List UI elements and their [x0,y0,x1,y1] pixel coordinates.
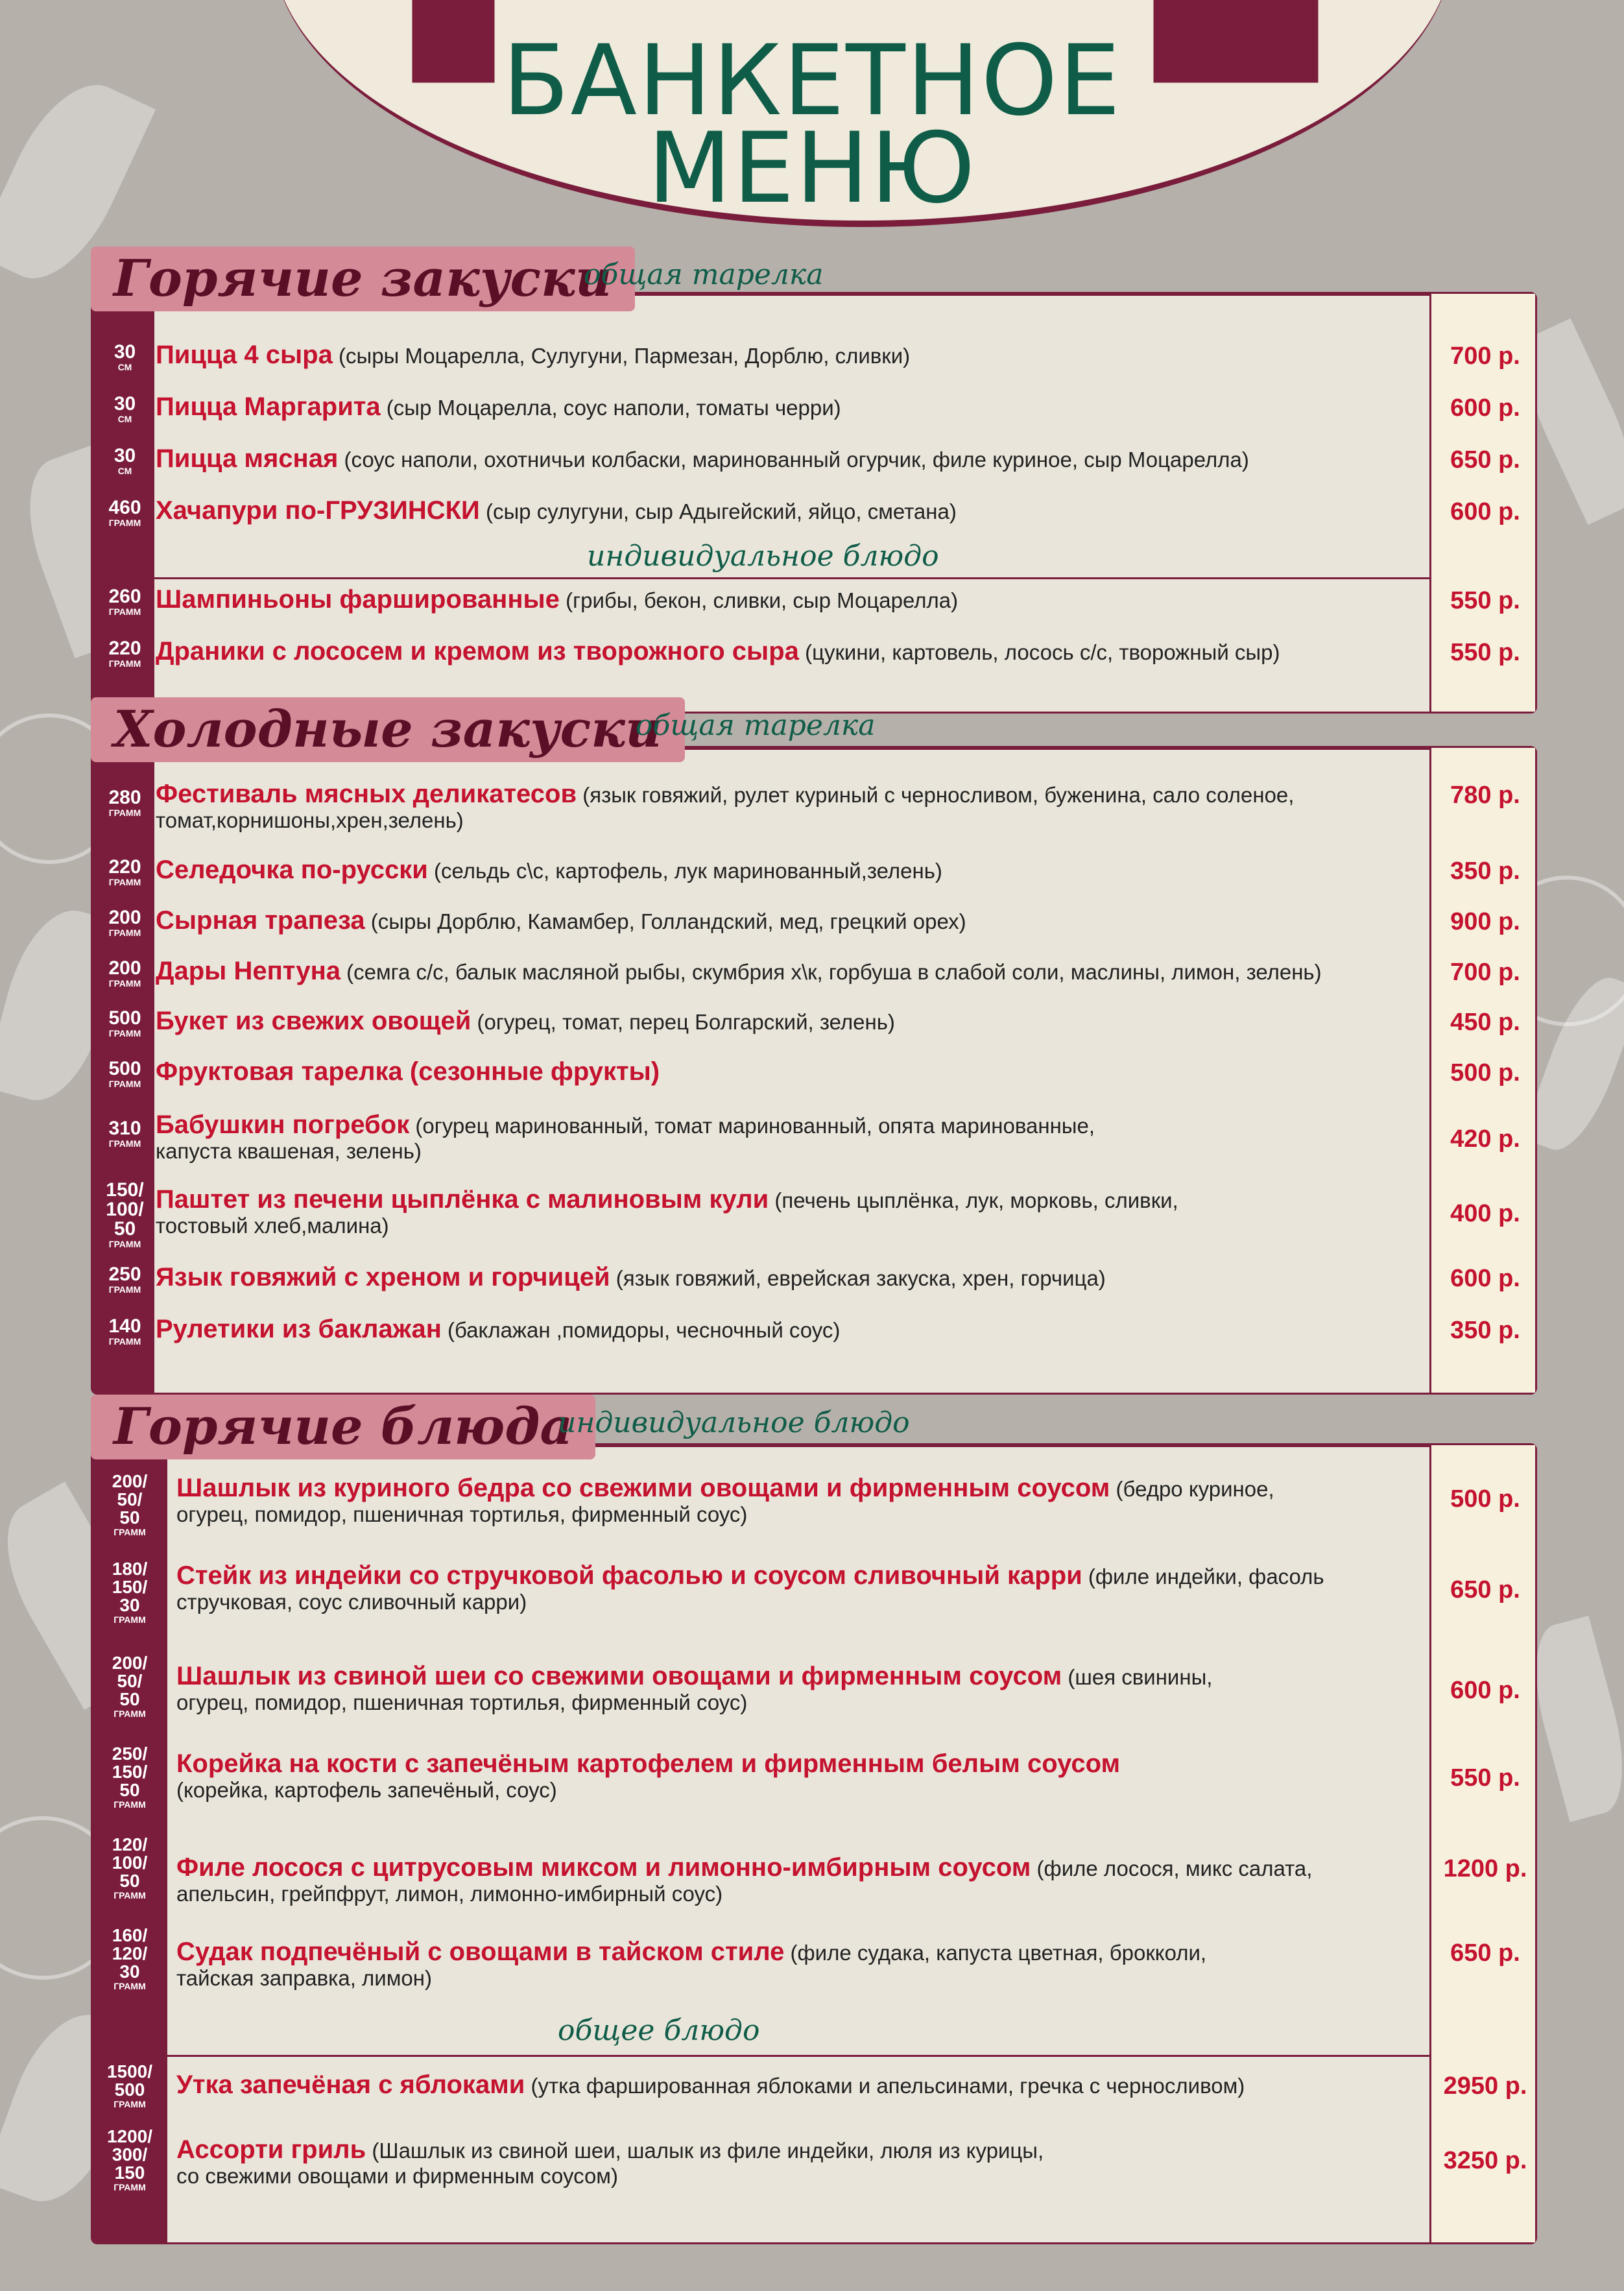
item-description-line2: со свежими овощами и фирменным соусом) [176,2164,618,2188]
item-weight: 160/ 120/ 30 ГРАММ [112,1925,148,1991]
item-weight: 200/ 50/ 50 ГРАММ [112,1471,148,1537]
menu-item [91,1654,1537,1732]
item-name: Дары Нептуна [156,957,340,985]
item-description: (грибы, бекон, сливки, сыр Моцарелла) [559,588,959,612]
item-weight: 1500/ 500 ГРАММ [106,2061,153,2109]
menu-item [91,1560,1537,1638]
item-name: Шашлык из куриного бедра со свежими овощами и фирменным соусом [176,1474,1110,1502]
section-hot-dishes [91,1395,1537,2244]
item-price: 500 р. [1450,1485,1520,1513]
menu-item [91,1836,1537,1920]
item-price: 700 р. [1450,959,1520,986]
item-weight: 180/ 150/ 30 ГРАММ [112,1559,148,1625]
item-description: (филе лосося, микс салата, [1031,1856,1313,1880]
item-price: 780 р. [1450,782,1520,809]
section-cold-appetizers [91,697,1537,1395]
item-description: (соус наполи, охотничьи колбаски, маринованный огурчик, филе куриное, сыр Моцарелла) [338,448,1249,472]
menu-item [91,1745,1537,1823]
item-price: 700 р. [1450,342,1520,370]
group-subtitle: индивидуальное блюдо [558,1406,910,1439]
item-name: Язык говяжий с хреном и горчицей [156,1263,610,1291]
item-description-line2: стручковая, соус сливочный карри) [176,1590,527,1614]
menu-item [91,1009,1537,1041]
item-weight: 30 СМ [113,341,136,372]
item-price: 550 р. [1450,639,1520,666]
group-subtitle: общая тарелка [584,258,824,291]
item-weight: 260 ГРАММ [108,586,141,617]
item-name: Букет из свежих овощей [156,1007,472,1035]
item-description: (баклажан ,помидоры, чесночный соус) [441,1318,841,1342]
menu-item [91,498,1537,531]
item-price: 900 р. [1450,908,1520,935]
item-name: Бабушкин погребок [156,1110,410,1139]
menu-title-line1: БАНКЕТНОЕ [502,25,1122,138]
menu-item [91,394,1537,427]
item-price: 600 р. [1450,1265,1520,1292]
item-price: 420 р. [1450,1125,1520,1153]
item-weight: 120/ 100/ 50 ГРАММ [112,1834,148,1901]
item-name: Сырная трапеза [156,906,365,935]
item-price: 500 р. [1450,1059,1520,1086]
item-description: (сельдь с\с, картофель, лук маринованный,зелень) [427,859,942,883]
section-title: Холодные закуски [91,697,685,762]
item-weight: 140 ГРАММ [108,1315,141,1347]
item-price: 600 р. [1450,394,1520,422]
item-description-line2: томат,корнишоны,хрен,зелень) [156,808,464,832]
item-name: Ассорти гриль [176,2135,366,2164]
item-price: 400 р. [1450,1200,1520,1227]
menu-item [91,1112,1537,1171]
item-name: Рулетики из баклажан [156,1315,442,1343]
item-description: (семга с/с, балык масляной рыбы, скумбрия х\к, горбуша в слабой соли, маслины, лимон, зелень) [340,960,1322,984]
item-name: Утка запечёная с яблоками [176,2070,525,2099]
item-weight: 250/ 150/ 50 ГРАММ [112,1744,148,1810]
item-price: 550 р. [1450,1764,1520,1792]
item-weight: 250 ГРАММ [108,1264,141,1295]
item-description: (язык говяжий, рулет куриный с черносливом, буженина, сало соленое, [577,783,1295,807]
item-price: 650 р. [1450,1939,1520,1967]
item-name: Пицца Маргарита [156,392,381,421]
item-weight: 220 ГРАММ [108,856,141,887]
item-weight: 1200/ 300/ 150 ГРАММ [106,2126,153,2192]
menu-item [91,1059,1537,1092]
item-weight: 280 ГРАММ [108,787,141,818]
item-description: (филе индейки, фасоль [1082,1565,1324,1589]
item-price: 350 р. [1450,858,1520,885]
menu-item [91,858,1537,890]
item-description-line2: апельсин, грейпфрут, лимон, лимонно-имбирный соус) [176,1882,723,1906]
item-weight: 200 ГРАММ [108,907,141,938]
item-price: 3250 р. [1443,2147,1527,2174]
item-price: 600 р. [1450,1677,1520,1704]
item-name: Пицца мясная [156,444,339,473]
item-name: Селедочка по-русски [156,856,428,884]
item-weight: 200/ 50/ 50 ГРАММ [112,1653,148,1719]
item-weight: 150/ 100/ 50 ГРАММ [106,1179,144,1249]
menu-item [91,587,1537,619]
item-description: (сыр Моцарелла, соус наполи, томаты черри) [380,396,841,420]
item-description: (сыры Моцарелла, Сулугуни, Пармезан, Дорблю, сливки) [332,344,911,368]
group-subtitle: общая тарелка [636,709,876,742]
group-subtitle: индивидуальное блюдо [587,540,939,573]
menu-title-line2: МЕНЮ [647,112,977,225]
item-description-line2: тайская заправка, лимон) [176,1966,432,1990]
menu-item [91,1181,1537,1255]
item-description: (огурец, томат, перец Болгарский, зелень) [471,1010,895,1034]
section-title: Горячие закуски [91,246,635,311]
item-price: 650 р. [1450,1576,1520,1603]
item-description-line2: (корейка, картофель запечёный, соус) [176,1778,557,1802]
item-name: Хачапури по-ГРУЗИНСКИ [156,496,480,525]
item-name: Стейк из индейки со стручковой фасолью и соусом сливочный карри [176,1561,1082,1590]
menu-item [91,1926,1537,2004]
item-name: Корейка на кости с запечёным картофелем и фирменным белым соусом [176,1749,1121,1778]
menu-item [91,908,1537,941]
item-weight: 30 СМ [113,445,136,476]
menu-item [91,2128,1537,2205]
item-weight: 460 ГРАММ [108,497,141,528]
menu-item [91,342,1537,375]
item-price: 1200 р. [1443,1855,1527,1882]
item-weight: 220 ГРАММ [108,638,141,669]
item-name: Паштет из печени цыплёнка с малиновым кули [156,1185,769,1214]
item-description: (бедро куриное, [1110,1477,1274,1501]
item-description: (огурец маринованный, томат маринованный, опята маринованные, [409,1114,1095,1138]
item-name: Драники с лососем и кремом из творожного сыра [156,637,799,666]
item-description-line2: капуста квашеная, зелень) [156,1139,422,1163]
section-hot-appetizers [91,246,1537,714]
item-name: Шашлык из свиной шеи со свежими овощами и фирменным соусом [176,1662,1062,1690]
section-title: Горячие блюда [91,1395,595,1459]
item-weight: 500 ГРАММ [108,1058,141,1089]
item-price: 350 р. [1450,1317,1520,1344]
item-price: 600 р. [1450,498,1520,525]
menu-item [91,959,1537,991]
item-price: 650 р. [1450,446,1520,474]
item-name: Пицца 4 сыра [156,341,333,369]
item-weight: 310 ГРАММ [108,1118,141,1149]
menu-item [91,1265,1537,1297]
item-price: 2950 р. [1443,2072,1527,2100]
item-description-line2: огурец, помидор, пшеничная тортилья, фирменный соус) [176,1502,748,1526]
menu-item [91,2063,1537,2121]
item-description: (Шашлык из свиной шеи, шалык из филе индейки, люля из курицы, [366,2139,1044,2163]
item-description: (цукини, картовель, лосось с/с, творожный сыр) [798,640,1280,664]
item-name: Фруктовая тарелка (сезонные фрукты) [156,1057,660,1086]
item-description: (печень цыплёнка, лук, морковь, сливки, [769,1188,1178,1212]
item-name: Судак подпечёный с овощами в тайском стиле [176,1937,785,1966]
menu-item [91,639,1537,671]
item-description: (филе судака, капуста цветная, брокколи, [784,1941,1207,1965]
item-weight: 30 СМ [113,393,136,424]
menu-item [91,1317,1537,1349]
menu-item [91,782,1537,840]
item-description: (утка фаршированная яблоками и апельсинами, гречка с черносливом) [525,2074,1245,2098]
menu-item [91,446,1537,479]
group-subtitle: общее блюдо [558,2014,760,2047]
item-description-line2: огурец, помидор, пшеничная тортилья, фирменный соус) [176,1690,748,1714]
item-weight: 500 ГРАММ [108,1007,141,1038]
menu-item [91,1472,1537,1550]
item-weight: 200 ГРАММ [108,957,141,989]
item-description: (сыр сулугуни, сыр Адыгейский, яйцо, сметана) [479,499,957,523]
item-name: Шампиньоны фаршированные [156,585,560,614]
item-description-line2: тостовый хлеб,малина) [156,1214,389,1238]
item-name: Филе лосося с цитрусовым миксом и лимонно-имбирным соусом [176,1853,1031,1882]
item-description: (сыры Дорблю, Камамбер, Голландский, мед, грецкий орех) [364,909,966,933]
item-description: (шея свинины, [1062,1665,1213,1689]
item-price: 550 р. [1450,587,1520,614]
item-description: (язык говяжий, еврейская закуска, хрен, горчица) [610,1266,1106,1290]
item-name: Фестиваль мясных деликатесов [156,780,577,808]
item-price: 450 р. [1450,1009,1520,1036]
